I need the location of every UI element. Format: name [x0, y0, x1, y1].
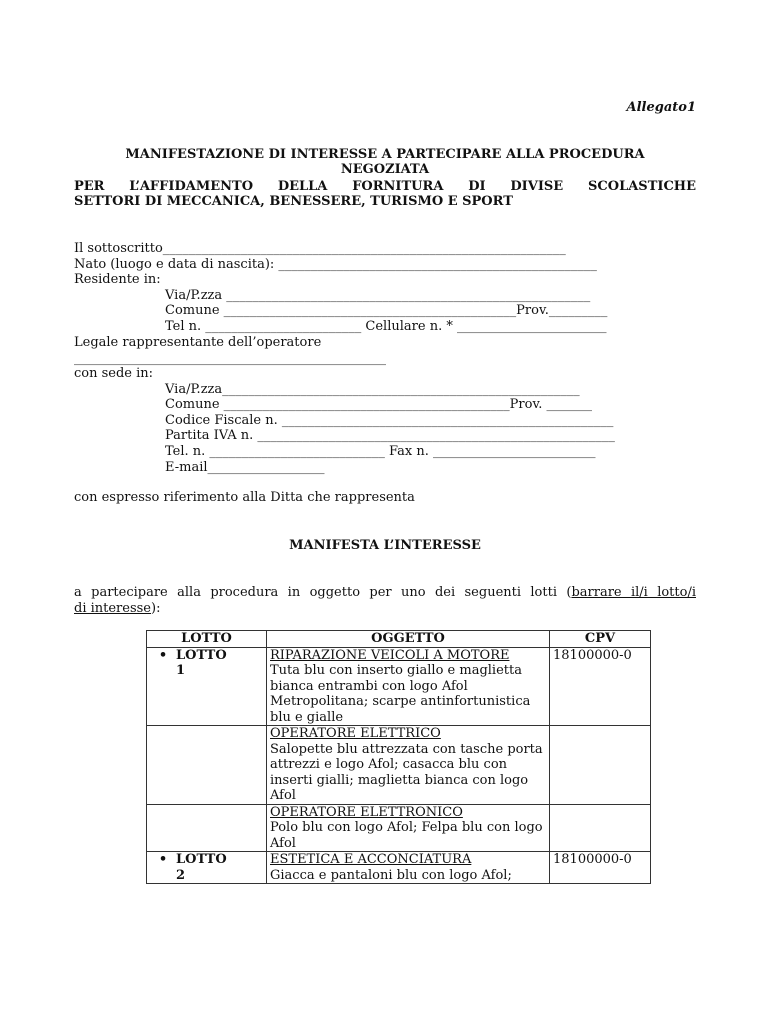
- bullet-icon: •: [158, 647, 168, 663]
- cpv-cell: 18100000-0: [550, 647, 651, 726]
- intro-line-1: [74, 585, 696, 600]
- title-line-3: PER L’AFFIDAMENTO DELLA FORNITURA DI DIVISE SCOLASTICHE: [74, 179, 696, 194]
- intro-underlined-text-2: di interesse: [74, 601, 152, 616]
- table-row: [147, 726, 651, 805]
- oggetto-text: Salopette blu attrezzata con tasche porta attrezzi e logo Afol; casacca blu con inserti gialli; maglietta bianca con logo Afol: [270, 741, 543, 803]
- header-cpv: CPV: [550, 631, 651, 648]
- bullet-icon: [150, 805, 176, 821]
- lotto-label: LOTTO: [176, 647, 227, 663]
- bullet-icon: •: [158, 852, 168, 867]
- title-line-2: NEGOZIATA: [340, 162, 430, 177]
- oggetto-title: OPERATORE ELETTRONICO: [270, 804, 463, 820]
- table-header-row: [147, 631, 651, 648]
- field-residente: Residente in:: [74, 272, 161, 287]
- table-row: [147, 647, 651, 726]
- cpv-cell: [550, 726, 651, 805]
- oggetto-title: OPERATORE ELETTRICO: [270, 726, 441, 741]
- lots-table: [146, 630, 651, 884]
- header-oggetto: OGGETTO: [267, 631, 550, 648]
- bullet-icon: [150, 726, 176, 742]
- field-legale: Legale rappresentante dell’operatore: [74, 335, 322, 350]
- oggetto-text: Polo blu con logo Afol; Felpa blu con logo Afol: [270, 820, 543, 851]
- field-sede-via: Via/P.zza_______________________________________________________: [165, 382, 580, 397]
- lotto-label: LOTTO: [176, 852, 227, 867]
- allegato-label: Allegato1: [626, 100, 696, 115]
- oggetto-title: RIPARAZIONE VEICOLI A MOTORE: [270, 647, 510, 663]
- cpv-cell: [550, 804, 651, 852]
- field-legale-line: ________________________________________________: [74, 351, 386, 366]
- field-via: Via/P.zza ________________________________________________________: [165, 288, 591, 303]
- lotto-number: 1: [176, 663, 186, 678]
- oggetto-text: Giacca e pantaloni blu con logo Afol;: [270, 867, 512, 883]
- field-con-sede: con sede in:: [74, 366, 154, 381]
- field-tel: Tel n. ________________________ Cellulare n. * _______________________: [165, 319, 607, 334]
- intro-underlined-text: barrare il/i lotto/i: [571, 585, 696, 600]
- oggetto-cell: [267, 647, 550, 726]
- intro-text: a partecipare alla procedura in oggetto per uno dei seguenti lotti (: [74, 585, 572, 600]
- field-codice-fiscale: Codice Fiscale n. ___________________________________________________: [165, 413, 614, 428]
- lotto-cell: [147, 726, 267, 805]
- lotto-cell: [147, 852, 267, 884]
- oggetto-title: ESTETICA E ACCONCIATURA: [270, 852, 472, 867]
- field-nato: Nato (luogo e data di nascita): _________________________________________________: [74, 257, 597, 272]
- field-email: E-mail__________________: [165, 460, 325, 475]
- table-row: [147, 852, 651, 884]
- header-lotto: LOTTO: [147, 631, 267, 648]
- field-sede-tel: Tel. n. ___________________________ Fax n. _________________________: [165, 444, 596, 459]
- lotto-number: 2: [176, 867, 186, 883]
- oggetto-cell: [267, 852, 550, 884]
- lotto-cell: [147, 804, 267, 852]
- field-comune: Comune _____________________________________________Prov._________: [165, 303, 608, 318]
- manifesta-heading: MANIFESTA L’INTERESSE: [289, 538, 481, 553]
- intro-text-2: ):: [151, 601, 161, 616]
- field-partita-iva: Partita IVA n. _______________________________________________________: [165, 428, 615, 443]
- field-sede-comune: Comune ____________________________________________Prov. _______: [165, 397, 593, 412]
- cpv-cell: 18100000-0: [550, 852, 651, 884]
- field-sottoscritto: Il sottoscritto______________________________________________________________: [74, 241, 566, 256]
- title-line-4: SETTORI DI MECCANICA, BENESSERE, TURISMO E SPORT: [74, 194, 513, 209]
- table-row: [147, 804, 651, 852]
- oggetto-cell: [267, 804, 550, 852]
- lotto-cell: [147, 647, 267, 726]
- intro-line-2: [74, 601, 160, 616]
- oggetto-text: Tuta blu con inserto giallo e maglietta bianca entrambi con logo Afol Metropolitana; scarpe antinfortunistica blu e gialle: [270, 663, 531, 725]
- riferimento-text: con espresso riferimento alla Ditta che rappresenta: [74, 490, 415, 505]
- oggetto-cell: [267, 726, 550, 805]
- title-line-1: MANIFESTAZIONE DI INTERESSE A PARTECIPARE ALLA PROCEDURA: [125, 147, 645, 162]
